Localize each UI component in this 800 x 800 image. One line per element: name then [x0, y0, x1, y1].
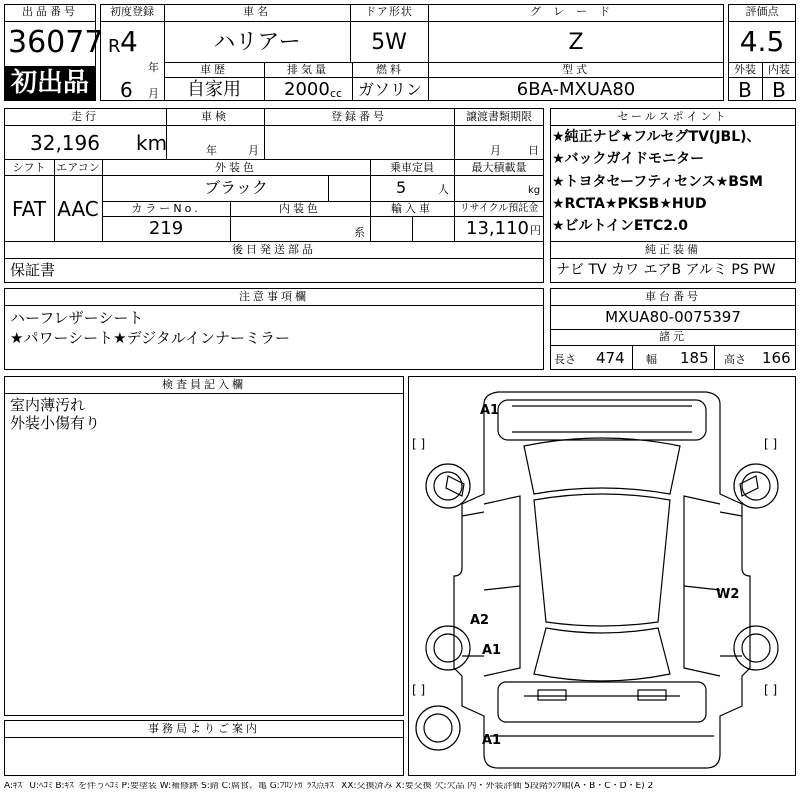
displacement-label: 排気量: [287, 63, 329, 76]
later-label: 後日発送部品: [232, 243, 316, 256]
caution-line-1: ハーフレザーシート: [10, 309, 144, 327]
roof: [534, 494, 670, 626]
rear-left-wheel: [426, 626, 470, 670]
caution-label: 注意事項欄: [239, 290, 309, 303]
rear-right-wheel: [734, 626, 778, 670]
bracket-right-bottom: [ ]: [764, 683, 778, 697]
grade: Z: [568, 30, 584, 55]
interior-color-label: 内装色: [279, 202, 321, 215]
sales-line-2: ★バックガイドモニター: [552, 151, 705, 167]
inspector-line-2: 外装小傷有り: [10, 414, 101, 432]
capacity-label: 乗車定員: [390, 161, 434, 174]
color: ブラック: [204, 178, 268, 197]
interior-label: 内装: [768, 63, 790, 76]
transfer-label: 譲渡書類期限: [466, 110, 532, 123]
capacity: 5: [396, 178, 407, 197]
recycle-unit: 円: [530, 224, 541, 237]
car-name-label: 車名: [243, 5, 271, 18]
chassis-value: MXUA80-0075397: [605, 308, 741, 326]
grade-label: グレード: [530, 5, 622, 18]
lot-number: 36077: [8, 25, 104, 60]
exterior-label: 外装: [734, 63, 756, 76]
length-label: 長さ: [554, 353, 576, 366]
reg-era: R: [108, 36, 121, 57]
rear-window: [534, 628, 670, 681]
windshield: [524, 438, 680, 494]
damage-mark: A1: [482, 643, 502, 658]
transfer-day-unit: 日: [528, 144, 539, 157]
bracket-right-top: [ ]: [764, 437, 778, 451]
score-label: 評価点: [745, 5, 779, 18]
insp-year-unit: 年: [206, 144, 217, 157]
month-unit: 月: [148, 87, 159, 100]
score: 4.5: [739, 25, 785, 58]
interior-color-unit: 系: [354, 226, 365, 239]
inspection-label: 車検: [201, 110, 229, 123]
damage-mark: A1: [480, 403, 500, 418]
length: 474: [596, 349, 625, 367]
exterior-grade: B: [738, 78, 752, 102]
displacement-unit: cc: [330, 87, 343, 100]
reg-label: 初度登録: [110, 5, 154, 18]
recycle-label: リサイクル預託金: [459, 203, 539, 214]
transfer-month-unit: 月: [490, 144, 501, 157]
mileage: 32,196: [30, 131, 100, 155]
sales-line-5: ★ビルトインETC2.0: [552, 218, 689, 234]
door-label: ドア形状: [365, 5, 413, 18]
damage-mark: W2: [716, 587, 740, 602]
model: 6BA-MXUA80: [516, 79, 636, 100]
right-mirror: [740, 476, 758, 496]
fuel: ガソリン: [357, 80, 422, 99]
width: 185: [680, 349, 709, 367]
load-label: 最大積載量: [471, 161, 527, 174]
history: 自家用: [187, 79, 241, 100]
color-no-label: カラーNo.: [131, 202, 201, 215]
reg-month: 6: [120, 78, 133, 102]
chassis-label: 車台番号: [645, 290, 701, 303]
caution-line-2: ★パワーシート★デジタルインナーミラー: [10, 329, 290, 347]
equipment-label: 純正装備: [645, 243, 701, 256]
lot-label: 出品番号: [22, 5, 78, 18]
import-label: 輸入車: [391, 202, 433, 215]
shift: FAT: [11, 197, 46, 221]
color-no: 219: [148, 218, 184, 239]
sales-line-3: ★トヨタセーフティセンス★BSM: [552, 174, 763, 190]
capacity-unit: 人: [438, 183, 449, 196]
mileage-unit: km: [136, 131, 168, 155]
insp-month-unit: 月: [248, 144, 259, 157]
reg-year: 4: [120, 25, 138, 58]
left-mirror: [446, 476, 464, 496]
sales-line-4: ★RCTA★PKSB★HUD: [552, 196, 707, 212]
model-label: 型式: [562, 63, 590, 76]
plate-label: 登録番号: [331, 110, 387, 123]
inspector-line-1: 室内薄汚れ: [10, 396, 86, 414]
bracket-left-bottom: [ ]: [412, 683, 426, 697]
year-unit: 年: [148, 61, 159, 74]
mileage-label: 走行: [71, 110, 99, 123]
first-listing-text: 初出品: [10, 68, 89, 98]
later-value: 保証書: [10, 261, 56, 279]
height: 166: [762, 349, 791, 367]
office-label: 事務局よりご案内: [148, 722, 260, 735]
car-damage-diagram: [408, 376, 796, 776]
spare-wheel: [416, 706, 460, 750]
color-label: 外装色: [215, 161, 257, 174]
ac: AAC: [57, 197, 99, 221]
width-label: 幅: [646, 353, 657, 366]
specs-label: 諸元: [659, 330, 687, 343]
shift-label: シフト: [12, 161, 46, 174]
inspector-label: 検査員記入欄: [162, 378, 246, 391]
equipment-value: ナビ TV カワ エアB アルミ PS PW: [556, 262, 776, 278]
bracket-left-top: [ ]: [412, 437, 426, 451]
damage-mark: A1: [482, 733, 502, 748]
fuel-label: 燃料: [376, 63, 404, 76]
sales-line-1: ★純正ナビ★フルセグTV(JBL)、: [552, 129, 761, 145]
load-unit: kg: [528, 185, 541, 196]
legend: A:ｷｽﾞ U:ﾍｺﾐ B:ｷｽﾞを伴うﾍｺﾐ P:要塗装 W:補修跡 S:錆 C:腐食、亀 G:ﾌﾛﾝﾄｶﾞﾗｽ点ｷｽﾞ XX:交換済み X:要交換 欠:欠品 内・外装評価 5段階ﾗﾝｸ順(A・B・C・D・E) 2: [4, 782, 654, 791]
damage-mark: A2: [470, 613, 490, 628]
displacement: 2000: [284, 79, 330, 100]
recycle: 13,110: [466, 218, 529, 239]
height-label: 高さ: [724, 353, 746, 366]
sales-label: セールスポイント: [617, 110, 729, 123]
history-label: 車歴: [200, 63, 228, 76]
ac-label: エアコン: [56, 161, 100, 174]
car-name: ハリアー: [213, 30, 301, 55]
interior-grade: B: [772, 78, 786, 102]
door: 5W: [371, 30, 407, 55]
